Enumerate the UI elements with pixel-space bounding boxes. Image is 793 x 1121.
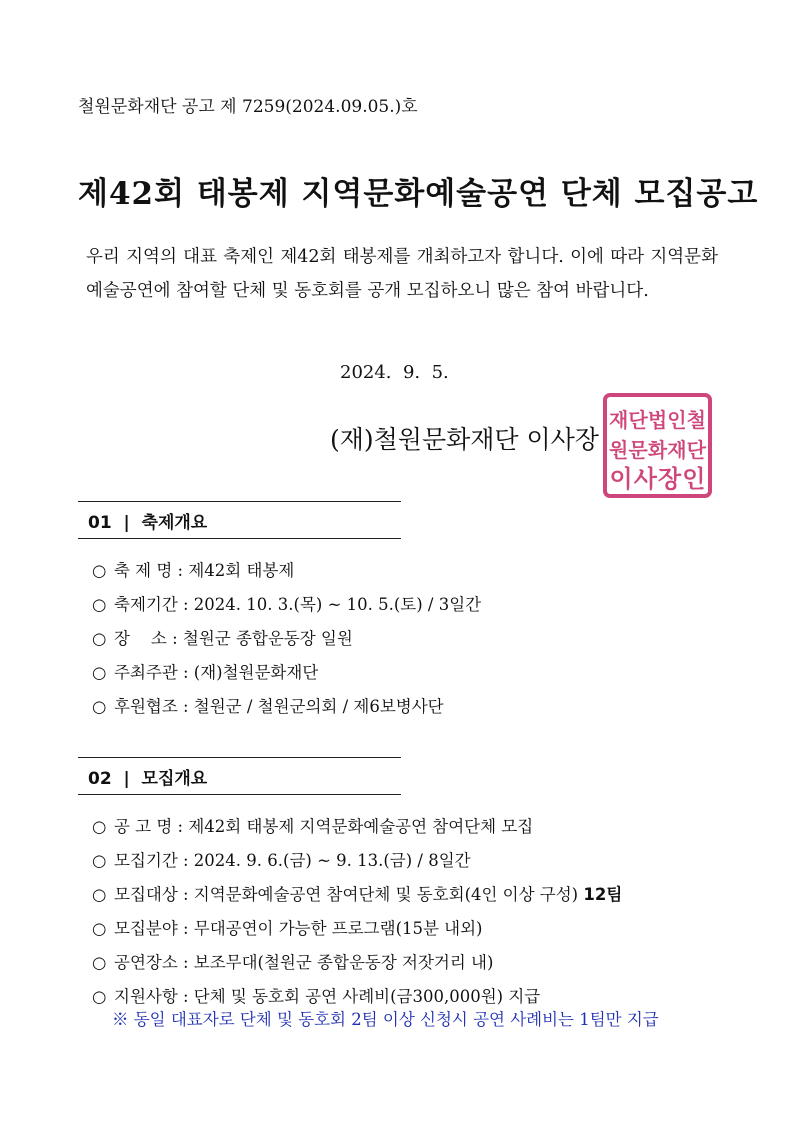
list-item-text: 축 제 명 : 제42회 태봉제 (114, 561, 295, 580)
seal-glyph: 문 (628, 438, 648, 462)
festival-overview-list (92, 557, 481, 727)
circle-bullet-icon: ○ (92, 561, 107, 580)
circle-bullet-icon: ○ (92, 987, 107, 1006)
circle-bullet-icon: ○ (92, 919, 107, 938)
circle-bullet-icon: ○ (92, 629, 107, 648)
list-item (92, 847, 622, 881)
list-item (92, 693, 481, 727)
payment-note: ※ 동일 대표자로 단체 및 동호회 2팀 이상 신청시 공연 사례비는 1팀만 지급 (112, 1010, 659, 1029)
notice-date: 2024. 9. 5. (340, 362, 449, 383)
section-heading: 01 | 축제개요 (88, 513, 208, 533)
seal-glyph: 단 (628, 408, 648, 432)
list-item-text: 공연장소 : 보조무대(철원군 종합운동장 저잣거리 내) (114, 953, 494, 972)
circle-bullet-icon: ○ (92, 817, 107, 836)
list-item-text: 모집분야 : 무대공연이 가능한 프로그램(15분 내외) (114, 919, 483, 938)
list-item-text: 공 고 명 : 제42회 태봉제 지역문화예술공연 참여단체 모집 (114, 817, 534, 836)
section-header-recruitment-overview (78, 757, 401, 795)
seal-glyph: 철 (686, 408, 706, 432)
section-header-festival-overview (78, 501, 401, 539)
seal-glyph: 법 (647, 408, 668, 432)
list-item-text: 모집기간 : 2024. 9. 6.(금) ~ 9. 13.(금) / 8일간 (114, 851, 471, 870)
seal-glyph: 장 (658, 465, 682, 493)
list-item (92, 557, 481, 591)
list-item (92, 949, 622, 983)
circle-bullet-icon: ○ (92, 663, 107, 682)
organization-signature: (재)철원문화재단 이사장 (330, 425, 599, 454)
seal-glyph: 재 (667, 438, 687, 462)
list-item-text: 지원사항 : 단체 및 동호회 공연 사례비(금300,000원) 지급 (114, 987, 541, 1006)
team-count-emphasis: 12팀 (583, 885, 623, 904)
seal-glyph: 사 (633, 465, 657, 493)
circle-bullet-icon: ○ (92, 851, 107, 870)
seal-glyph: 인 (682, 465, 706, 493)
list-item (92, 813, 622, 847)
list-item-text: 주최주관 : (재)철원문화재단 (114, 663, 319, 682)
list-item-text: 후원협조 : 철원군 / 철원군의회 / 제6보병사단 (114, 697, 444, 716)
circle-bullet-icon: ○ (92, 595, 107, 614)
list-item (92, 591, 481, 625)
official-seal-stamp (601, 391, 714, 500)
seal-glyph: 단 (686, 438, 706, 462)
notice-number: 철원문화재단 공고 제 7259(2024.09.05.)호 (78, 97, 418, 117)
intro-paragraph: 우리 지역의 대표 축제인 제42회 태봉제를 개최하고자 합니다. 이에 따라 지역문화예술공연에 참여할 단체 및 동호회를 공개 모집하오니 많은 참여 바랍니다. (86, 247, 718, 301)
circle-bullet-icon: ○ (92, 697, 107, 716)
page-title: 제42회 태봉제 지역문화예술공연 단체 모집공고 (78, 176, 759, 212)
seal-glyph: 화 (647, 438, 668, 462)
circle-bullet-icon: ○ (92, 953, 107, 972)
recruitment-overview-list (92, 813, 622, 1017)
list-item (92, 625, 481, 659)
list-item (92, 881, 622, 915)
seal-glyph: 인 (667, 408, 687, 432)
list-item (92, 915, 622, 949)
list-item-text: 모집대상 : 지역문화예술공연 참여단체 및 동호회(4인 이상 구성) (114, 885, 584, 904)
circle-bullet-icon: ○ (92, 885, 107, 904)
seal-glyph: 이 (609, 465, 633, 493)
list-item-text: 장 소 : 철원군 종합운동장 일원 (114, 629, 353, 648)
list-item-text: 축제기간 : 2024. 10. 3.(목) ~ 10. 5.(토) / 3일간 (114, 595, 482, 614)
list-item (92, 659, 481, 693)
seal-glyph: 원 (609, 438, 629, 462)
seal-glyph: 재 (609, 408, 629, 432)
section-heading: 02 | 모집개요 (88, 769, 208, 789)
